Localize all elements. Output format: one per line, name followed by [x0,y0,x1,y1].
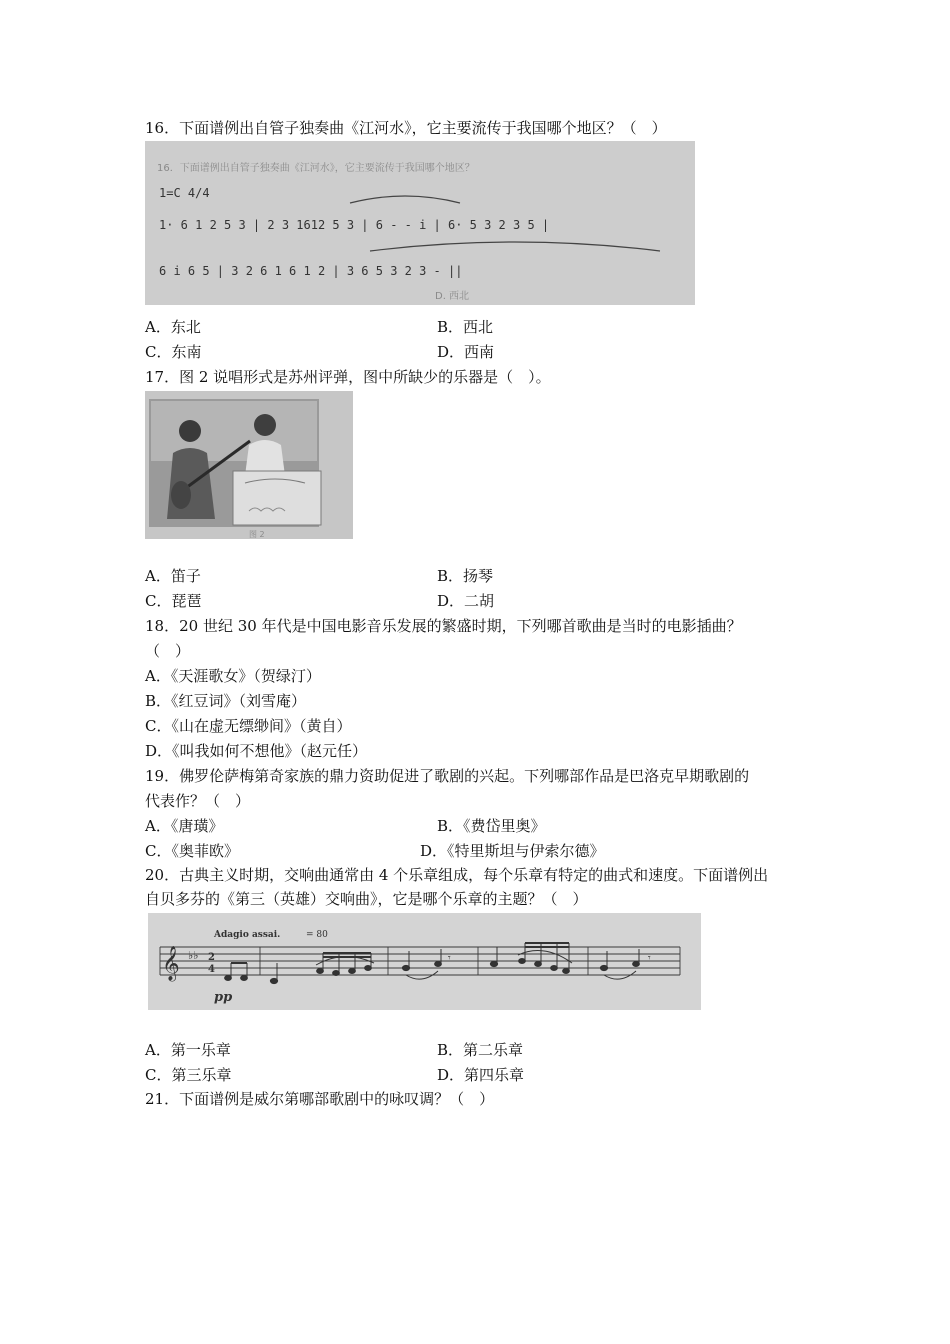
q19-option-d[interactable]: D．《特里斯坦与伊索尔德》 [420,842,605,860]
q17-option-c[interactable]: C．琵琶 [145,592,202,610]
question-20-stem-cont: 自贝多芬的《第三（英雄）交响曲》，它是哪个乐章的主题？（ ） [145,890,588,908]
svg-text:♭♭: ♭♭ [188,949,199,962]
q16-option-a[interactable]: A．东北 [145,318,201,336]
svg-text:𝄾: 𝄾 [648,953,651,964]
q17-option-b[interactable]: B．扬琴 [437,567,494,585]
q19-option-c[interactable]: C．《奥菲欧》 [145,842,239,860]
q17-option-d[interactable]: D．二胡 [437,592,495,610]
q18-option-b[interactable]: B．《红豆词》（刘雪庵） [145,692,307,710]
jianpu-score-figure [145,141,695,305]
q20-option-a[interactable]: A．第一乐章 [145,1041,231,1059]
score-faint-caption: D. 西北 [435,291,470,302]
q18-option-a[interactable]: A．《天涯歌女》（贺绿汀） [145,667,321,685]
question-19-stem-cont: 代表作？（ ） [145,792,251,810]
q16-option-c[interactable]: C．东南 [145,343,202,361]
question-18-stem-cont: （ ） [145,642,191,660]
photo-caption: 图 2 [249,530,265,539]
metronome-marking: = 80 [306,930,328,940]
score-row-1: 1· 6 1 2 5 3 | 2 3 1612 5 3 | 6 - - i | 6· 5 3 2 3 5 | [159,218,550,232]
q20-option-d[interactable]: D．第四乐章 [437,1066,525,1084]
question-18-stem: 18．20 世纪 30 年代是中国电影音乐发展的繁盛时期，下列哪首歌曲是当时的电影插曲？ [145,617,742,635]
question-21-stem: 21．下面谱例是威尔第哪部歌剧中的咏叹调？（ ） [145,1090,495,1108]
svg-text:2: 2 [208,952,215,963]
q16-option-d[interactable]: D．西南 [437,343,495,361]
question-19-stem: 19．佛罗伦萨梅第奇家族的鼎力资助促进了歌剧的兴起。下列哪部作品是巴洛克早期歌剧的 [145,767,750,785]
dynamic-marking: pp [214,990,233,1005]
pingtan-photo-figure [145,391,353,539]
score-faint-header: 16．下面谱例出自管子独奏曲《江河水》，它主要流传于我国哪个地区？ [157,163,475,174]
q16-option-b[interactable]: B．西北 [437,318,494,336]
score-key: 1=C 4/4 [159,186,210,200]
tempo-marking: Adagio assai. [214,930,281,940]
score-row-2: 6 i 6 5 | 3 2 6 1 6 1 2 | 3 6 5 3 2 3 - || [159,264,463,278]
q18-option-c[interactable]: C．《山在虚无缥缈间》（黄自） [145,717,352,735]
question-16-stem: 16．下面谱例出自管子独奏曲《江河水》，它主要流传于我国哪个地区？（ ） [145,119,667,137]
q20-option-c[interactable]: C．第三乐章 [145,1066,232,1084]
svg-text:𝄾: 𝄾 [448,953,451,964]
q20-option-b[interactable]: B．第二乐章 [437,1041,524,1059]
staff-score-figure [148,913,701,1010]
q18-option-d[interactable]: D．《叫我如何不想他》（赵元任） [145,742,368,760]
q17-option-a[interactable]: A．笛子 [145,567,201,585]
svg-text:4: 4 [208,964,215,975]
q19-option-b[interactable]: B．《费岱里奥》 [437,817,546,835]
treble-clef-icon: 𝄞 [162,946,180,981]
question-20-stem: 20．古典主义时期，交响曲通常由 4 个乐章组成，每个乐章有特定的曲式和速度。下面谱例出 [145,866,769,884]
question-17-stem: 17．图 2 说唱形式是苏州评弹，图中所缺少的乐器是（ ）。 [145,368,551,386]
q19-option-a[interactable]: A．《唐璜》 [145,817,224,835]
